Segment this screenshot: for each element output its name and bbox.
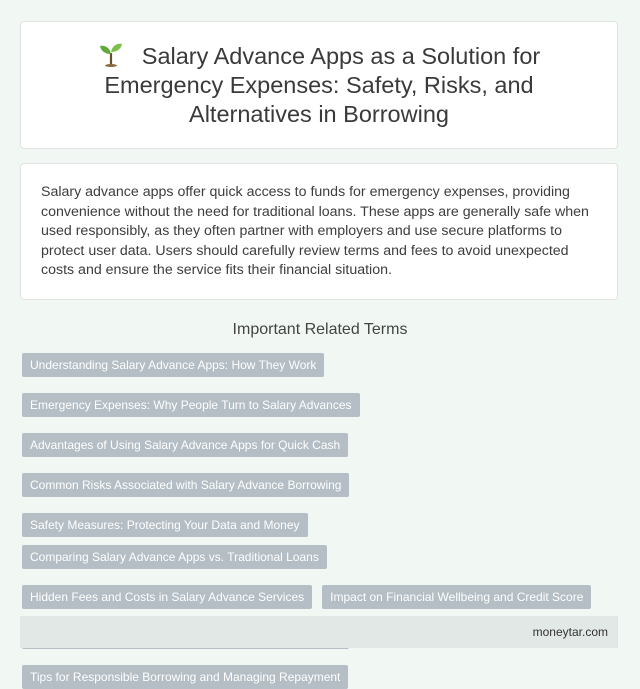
site-link[interactable]: moneytar.com xyxy=(532,625,608,639)
page-title xyxy=(41,41,597,129)
related-term-tag[interactable]: Understanding Salary Advance Apps: How They Work xyxy=(22,353,324,377)
related-term-tag[interactable]: Hidden Fees and Costs in Salary Advance Services xyxy=(22,585,312,609)
related-term-tag[interactable]: Comparing Salary Advance Apps vs. Traditional Loans xyxy=(22,545,327,569)
summary-card xyxy=(20,163,618,300)
footer xyxy=(20,616,618,648)
page-title-text: Salary Advance Apps as a Solution for Emergency Expenses: Safety, Risks, and Alternatives in Borrowing xyxy=(104,43,541,127)
related-term-tag[interactable]: Common Risks Associated with Salary Advance Borrowing xyxy=(22,473,349,497)
title-card xyxy=(20,21,618,149)
sprout-icon xyxy=(98,41,124,67)
summary-text: Salary advance apps offer quick access to funds for emergency expenses, providing convenience without the need for traditional loans. These apps are generally safe when used responsibly, as they often partner with employers and use secure platforms to protect user data. Users should carefully review terms and fees to avoid unexpected costs and ensure the service fits their financial situation. xyxy=(41,184,589,279)
related-term-tag[interactable]: Tips for Responsible Borrowing and Managing Repayment xyxy=(22,665,348,689)
related-term-tag[interactable]: Impact on Financial Wellbeing and Credit Score xyxy=(322,585,591,609)
related-term-tag[interactable]: Advantages of Using Salary Advance Apps for Quick Cash xyxy=(22,433,348,457)
related-term-tag[interactable]: Emergency Expenses: Why People Turn to Salary Advances xyxy=(22,393,360,417)
related-terms-heading: Important Related Terms xyxy=(232,321,408,338)
related-term-tag[interactable]: Safety Measures: Protecting Your Data and Money xyxy=(22,513,308,537)
